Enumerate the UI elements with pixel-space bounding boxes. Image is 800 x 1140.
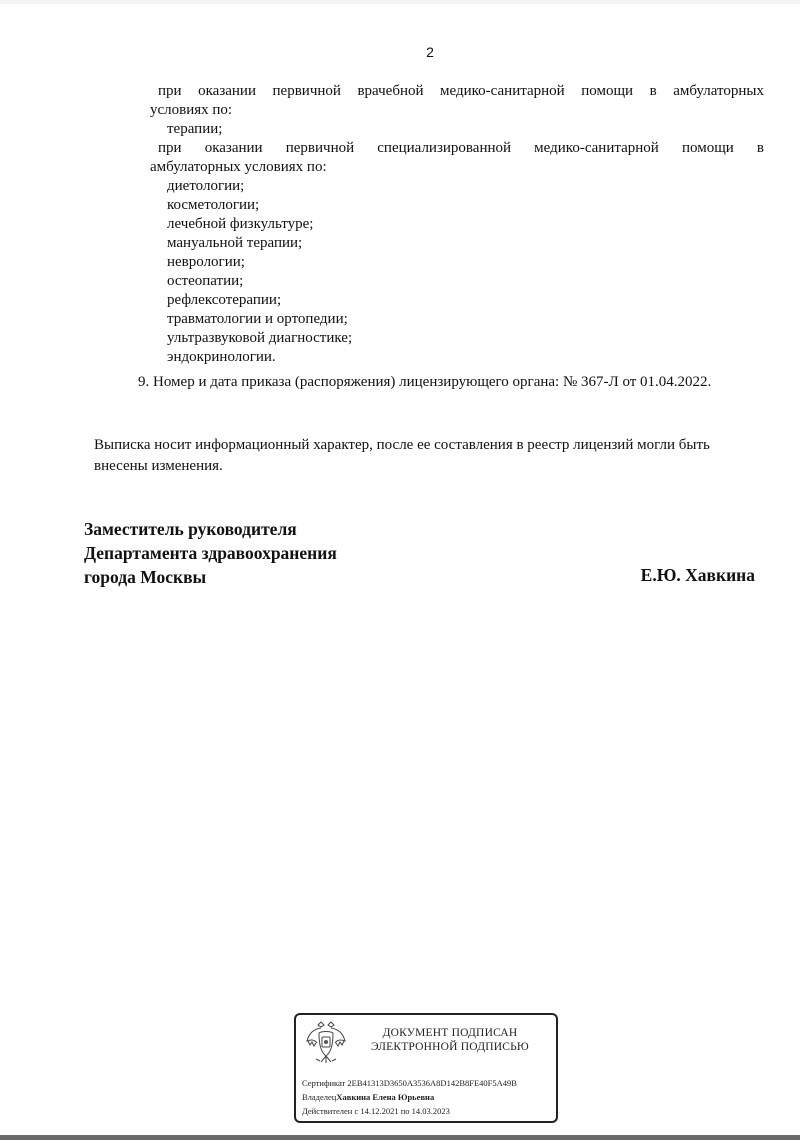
order-number-clause: 9. Номер и дата приказа (распоряжения) лицензирующего органа: № 367-Л от 01.04.2022.: [138, 374, 712, 390]
list-item: рефлексотерапии;: [167, 292, 282, 308]
certificate-line: [302, 1076, 517, 1090]
list-item: лечебной физкультуре;: [167, 216, 314, 232]
list-item: ультразвуковой диагностике;: [167, 330, 353, 346]
validity-line: Действителен с 14.12.2021 по 14.03.2023: [302, 1106, 450, 1116]
list-item: косметологии;: [167, 197, 260, 213]
primary-care-intro-cont: условиях по:: [150, 102, 233, 118]
list-item: остеопатии;: [167, 273, 244, 289]
note-line: внесены изменения.: [94, 458, 223, 474]
list-item: диетологии;: [167, 178, 245, 194]
owner-line: [302, 1090, 517, 1104]
note-line: Выписка носит информационный характер, после ее составления в реестр лицензий могли быть: [94, 437, 710, 453]
specialized-care-intro-cont: амбулаторных условиях по:: [150, 159, 327, 175]
electronic-signature-stamp: [294, 1013, 558, 1123]
specialized-care-intro: при оказании первичной специализированной медико-санитарной помощи в: [158, 140, 764, 156]
position-line: Департамента здравоохранения: [84, 543, 337, 563]
russian-coat-of-arms-icon: [304, 1019, 348, 1071]
page-top-edge: [0, 0, 800, 4]
owner-value: Хавкина Елена Юрьевна: [336, 1092, 435, 1102]
certificate-label: Сертификат: [302, 1078, 346, 1088]
list-item: терапии;: [167, 121, 223, 137]
licensed-services-list: [150, 82, 764, 367]
stamp-details: [302, 1076, 517, 1118]
stamp-title: [360, 1026, 540, 1054]
owner-label: Владелец: [302, 1092, 337, 1102]
list-item: эндокринологии.: [167, 349, 276, 365]
stamp-title-line: ЭЛЕКТРОННОЙ ПОДПИСЬЮ: [371, 1041, 529, 1053]
signatory-position: [84, 517, 337, 589]
certificate-value: 2EB41313D3650A3536A8D142B8FE40F5A49B: [347, 1078, 517, 1088]
page-number: 2: [426, 44, 434, 60]
list-item: неврологии;: [167, 254, 245, 270]
position-line: Заместитель руководителя: [84, 519, 297, 539]
position-line: города Москвы: [84, 567, 207, 587]
list-item: травматологии и ортопедии;: [167, 311, 348, 327]
signatory-name: Е.Ю. Хавкина: [640, 565, 755, 585]
list-item: мануальной терапии;: [167, 235, 303, 251]
stamp-title-line: ДОКУМЕНТ ПОДПИСАН: [382, 1027, 518, 1039]
page-bottom-edge: [0, 1135, 800, 1140]
informational-note: [94, 435, 764, 477]
primary-care-intro: при оказании первичной врачебной медико-санитарной помощи в амбулаторных: [158, 83, 764, 99]
